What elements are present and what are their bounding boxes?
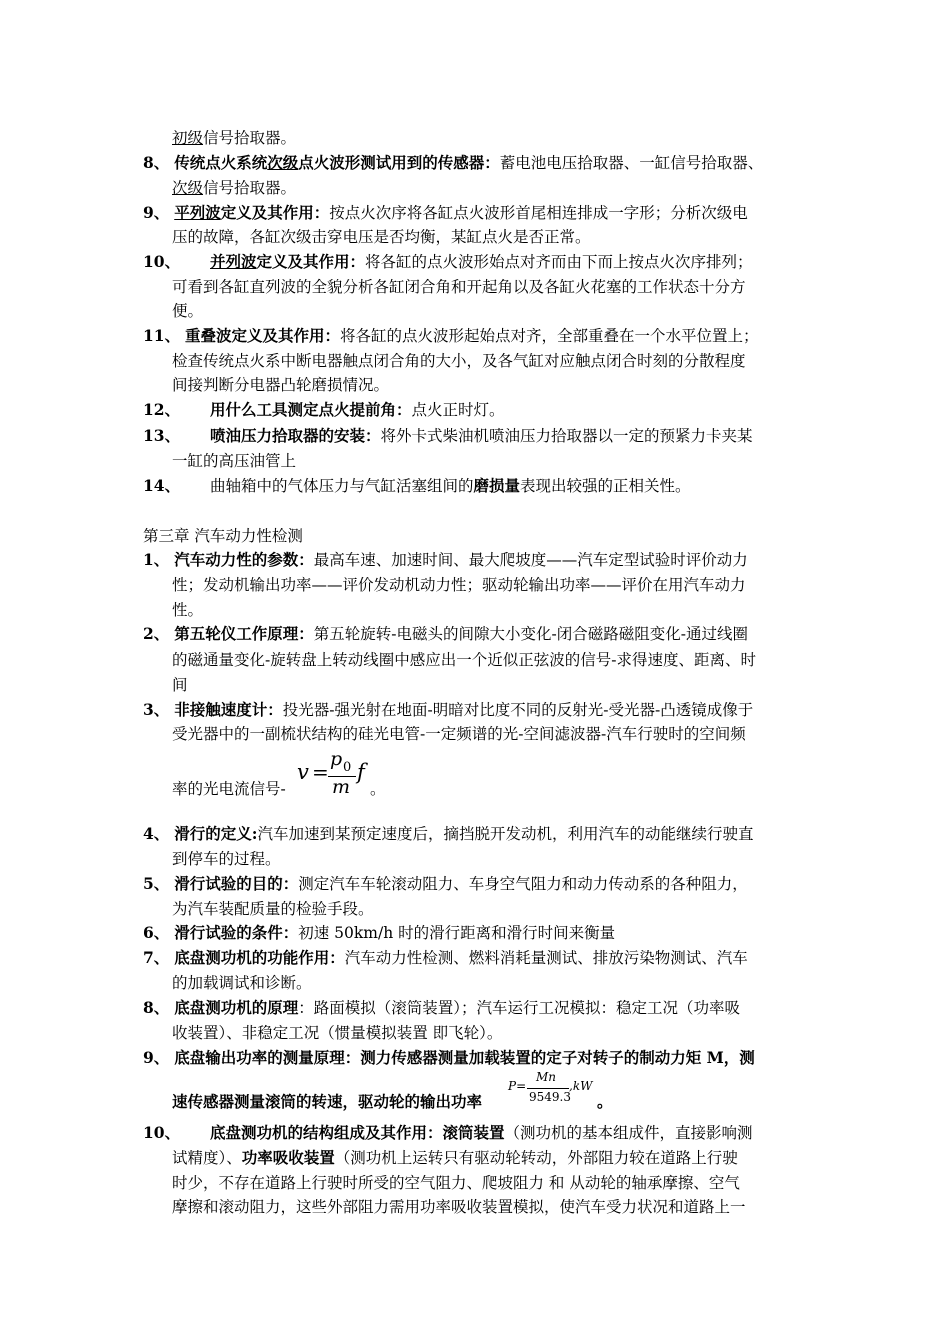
ch3-item-10-line2: 试精度）、功率吸收装置（测功机上运转只有驱动轮转动，外部阻力较在道路上行驶	[172, 1148, 738, 1167]
formula-unit: ,kW	[569, 1079, 593, 1093]
ch3-item-9-line2: 速传感器测量滚筒的转速，驱动轮的输出功率	[172, 1092, 483, 1111]
item-10-text: 并列波定义及其作用：将各缸的点火波形始点对齐而由下而上按点火次序排列；	[210, 252, 753, 271]
ch3-item-3-line3: 率的光电流信号-	[172, 780, 286, 798]
item-9: 9、 平列波定义及其作用：按点火次序将各缸点火波形首尾相连排成一字形；分析次级电	[143, 203, 748, 222]
ch3-item-3: 3、 非接触速度计：投光器-强光射在地面-明暗对比度不同的反射光-受光器-凸透镜成像于	[143, 700, 754, 719]
formula-period: 。	[370, 780, 386, 798]
ch3-item-4: 4、 滑行的定义:汽车加速到某预定速度后，摘挡脱开发动机，利用汽车的动能继续行驶直	[143, 824, 754, 843]
ch3-item-8: 8、 底盘测功机的原理：路面模拟（滚筒装置）；汽车运行工况模拟：稳定工况（功率吸	[143, 998, 741, 1017]
item-14-text: 曲轴箱中的气体压力与气缸活塞组间的磨损量表现出较强的正相关性。	[210, 476, 691, 495]
ch3-item-1-line2: 性；发动机输出功率——评价发动机动力性；驱动轮输出功率——评价在用汽车动力	[172, 576, 746, 594]
item-13-line2: 一缸的高压油管上	[172, 452, 297, 470]
formula-mn: Mn	[536, 1070, 557, 1084]
ch3-item-10-line4: 摩擦和滚动阻力，这些外部阻力需用功率吸收装置模拟，使汽车受力状况和道路上一	[172, 1198, 746, 1216]
formula-denominator: m	[332, 776, 351, 798]
formula-f: f	[357, 760, 365, 784]
ch3-item-7-line2: 的加载调试和诊断。	[172, 974, 312, 992]
formula-bar	[527, 1088, 569, 1089]
item-10-line3: 便。	[172, 302, 204, 320]
item-13-text: 喷油压力拾取器的安装：将外卡式柴油机喷油压力拾取器以一定的预紧力卡夹某	[210, 426, 753, 445]
ch3-item-2-line2: 的磁通量变化-旋转盘上转动线圈中感应出一个近似正弦波的信号-求得速度、距离、时	[172, 651, 756, 669]
item-9-line2: 压的故障，各缸次级击穿电压是否均衡，某缸点火是否正常。	[172, 228, 591, 246]
ch3-item-5-line2: 为汽车装配质量的检验手段。	[172, 900, 374, 918]
item-12: 12、	[143, 400, 181, 419]
formula-p: P=	[508, 1079, 527, 1093]
ch3-item-8-line2: 收装置）、非稳定工况（惯量模拟装置 即飞轮）。	[172, 1024, 503, 1042]
item-12-text: 用什么工具测定点火提前角：点火正时灯。	[210, 400, 505, 419]
formula-end: 。	[597, 1092, 613, 1111]
formula-subscript: 0	[343, 760, 352, 775]
formula-numerator: p	[330, 748, 343, 770]
ch3-item-10: 10、	[143, 1123, 181, 1142]
ch3-item-7: 7、 底盘测功机的功能作用：汽车动力性检测、燃料消耗量测试、排放污染物测试、汽车	[143, 948, 748, 967]
ch3-item-5: 5、 滑行试验的目的：测定汽车车轮滚动阻力、车身空气阻力和动力传动系的各种阻力，	[143, 874, 748, 893]
item-11-line2: 检查传统点火系中断电器触点闭合角的大小，及各气缸对应触点闭合时刻的分散程度	[172, 352, 746, 370]
item-10-line2: 可看到各缸直列波的全貌分析各缸闭合角和开起角以及各缸火花塞的工作状态十分方	[172, 278, 746, 296]
item-8-line2: 次级信号拾取器。	[172, 179, 297, 197]
ch3-item-9: 9、 底盘输出功率的测量原理：测力传感器测量加载装置的定子对转子的制动力矩 M，测	[143, 1048, 755, 1067]
item-13: 13、	[143, 426, 181, 445]
ch3-item-6: 6、 滑行试验的条件：初速 50km/h 时的滑行距离和滑行时间来衡量	[143, 923, 616, 942]
formula-eq: =	[312, 760, 329, 784]
formula-v: v	[297, 760, 309, 784]
formula-denominator: 9549.3	[529, 1090, 571, 1104]
item-7-continuation: 初级信号拾取器。	[172, 129, 297, 147]
ch3-item-1-line3: 性。	[172, 601, 204, 619]
item-14: 14、	[143, 476, 181, 495]
ch3-item-10-line3: 时少，不存在道路上行驶时所受的空气阻力、爬坡阻力 和 从动轮的轴承摩擦、空气	[172, 1174, 740, 1192]
ch3-item-3-line2: 受光器中的一副梳状结构的硅光电管-一定频谱的光-空间滤波器-汽车行驶时的空间频	[172, 725, 746, 743]
chapter-title: 第三章 汽车动力性检测	[143, 527, 303, 545]
item-11: 11、 重叠波定义及其作用：将各缸的点火波形起始点对齐，全部重叠在一个水平位置上；	[143, 326, 759, 345]
item-10: 10、	[143, 252, 181, 271]
ch3-item-2: 2、 第五轮仪工作原理：第五轮旋转-电磁头的间隙大小变化-闭合磁路磁阻变化-通过线圈	[143, 624, 748, 643]
ch3-item-4-line2: 到停车的过程。	[172, 850, 281, 868]
item-11-line3: 间接判断分电器凸轮磨损情况。	[172, 376, 390, 394]
ch3-item-1: 1、 汽车动力性的参数：最高车速、加速时间、最大爬坡度——汽车定型试验时评价动力	[143, 550, 748, 569]
ch3-item-2-line3: 间	[172, 676, 188, 694]
ch3-item-10-text: 底盘测功机的结构组成及其作用：滚筒装置（测功机的基本组成件，直接影响测	[210, 1123, 753, 1142]
item-8: 8、 传统点火系统次级点火波形测试用到的传感器：蓄电池电压拾取器、一缸信号拾取器、	[143, 153, 764, 172]
